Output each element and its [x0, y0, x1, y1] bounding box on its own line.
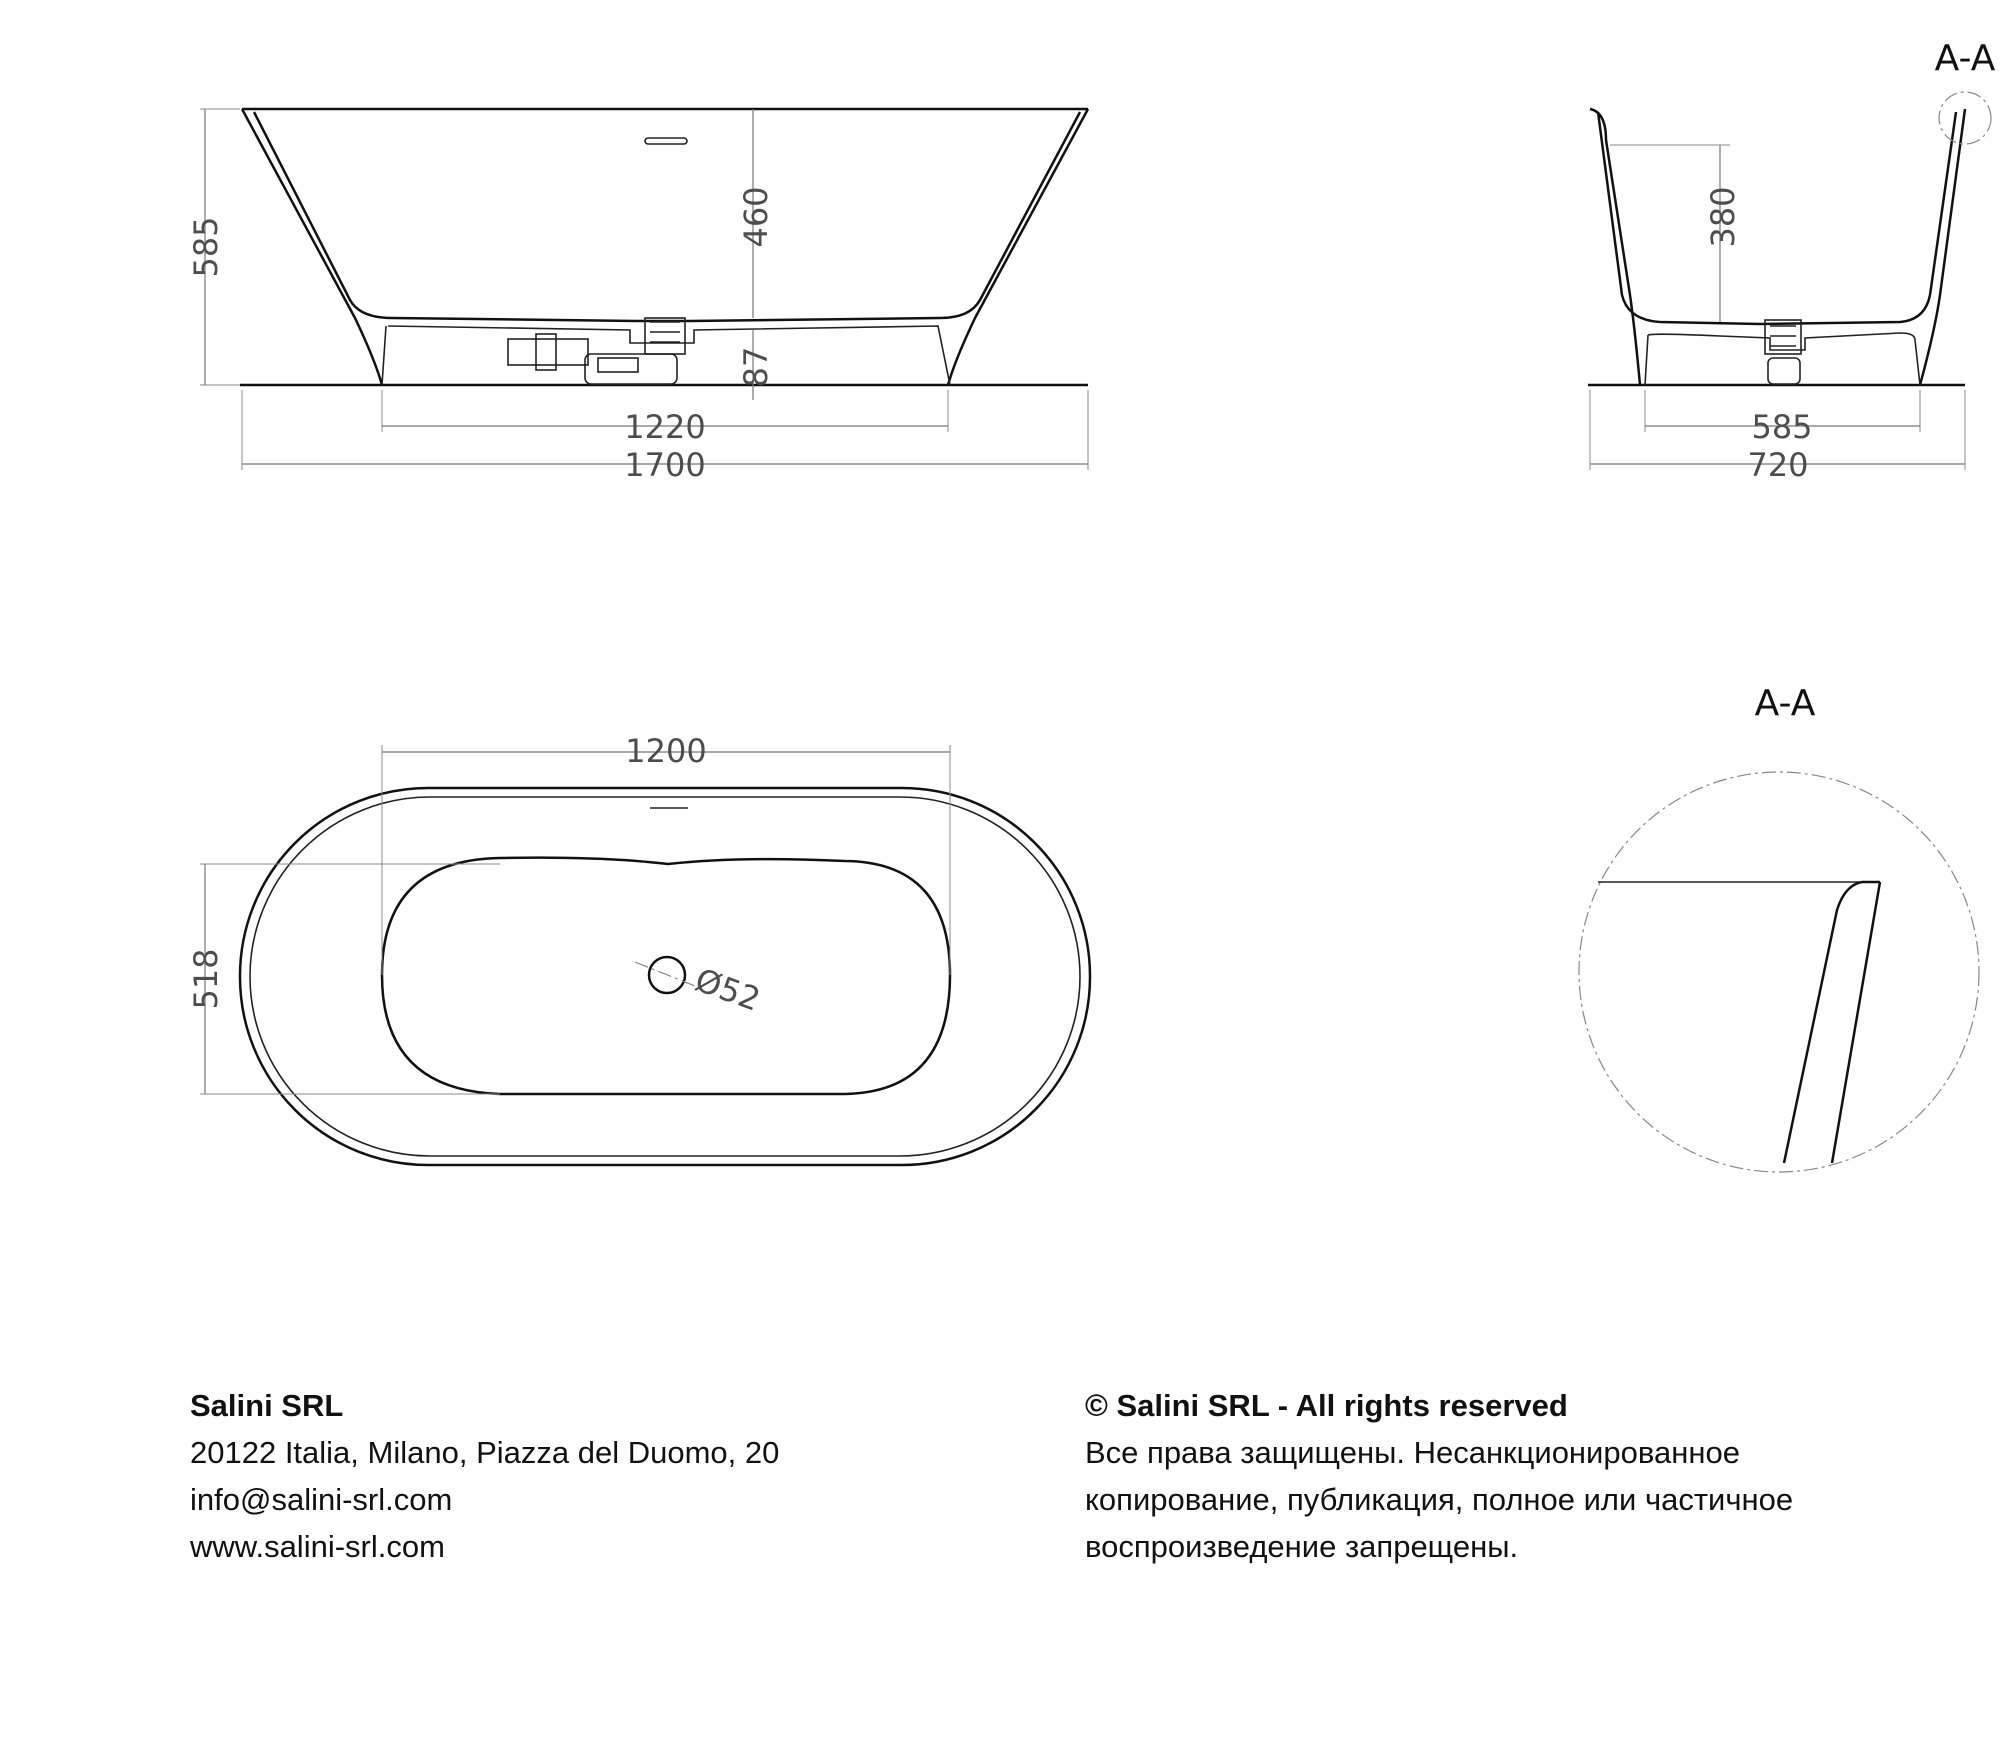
copyright-notice-line-3: воспроизведение запрещены. [1085, 1529, 1519, 1564]
dim-side-overall-length: 1700 [624, 446, 706, 484]
dim-end-base-width: 585 [1751, 408, 1813, 446]
end-outer-shell [1590, 109, 1965, 385]
drain-leader [635, 962, 700, 988]
dim-side-base-width: 1220 [624, 408, 706, 446]
dim-end-inner-depth: 380 [1704, 186, 1742, 248]
company-address: 20122 Italia, Milano, Piazza del Duomo, 20 [190, 1435, 780, 1470]
end-inner-shell [1598, 112, 1956, 324]
end-section-label: A-A [1934, 38, 1996, 79]
dim-side-height: 585 [187, 216, 225, 278]
footer-company-info [190, 1382, 779, 1570]
copyright-notice-line-2: копирование, публикация, полное или частичное [1085, 1482, 1794, 1517]
top-outer-rim [240, 788, 1090, 1165]
overflow-slot [645, 138, 687, 144]
dim-end-overall-width: 720 [1747, 446, 1809, 484]
top-view [187, 732, 1090, 1165]
dim-side-base-height: 87 [737, 346, 775, 388]
dim-top-inner-width: 518 [187, 948, 225, 1010]
dim-side-inner-depth: 460 [737, 186, 775, 248]
end-view [1588, 38, 1996, 484]
top-outer-rim-inner [250, 797, 1080, 1156]
copyright-notice-line-1: Все права защищены. Несанкционированное [1085, 1435, 1740, 1470]
detail-title: A-A [1754, 683, 1816, 724]
end-drain-fitting [1765, 320, 1801, 384]
copyright-line: © Salini SRL - All rights reserved [1085, 1388, 1568, 1423]
dim-top-inner-length: 1200 [625, 732, 707, 770]
detail-wall-profile [1784, 882, 1880, 1163]
detail-circle [1579, 772, 1979, 1172]
company-website[interactable]: www.salini-srl.com [190, 1529, 445, 1564]
side-base [382, 326, 950, 385]
detail-view [1579, 683, 1979, 1172]
company-email[interactable]: info@salini-srl.com [190, 1482, 453, 1517]
top-inner-basin [382, 858, 950, 1094]
footer-copyright [1085, 1382, 1793, 1570]
dim-drain-diameter: Ø52 [690, 960, 766, 1019]
end-base [1645, 333, 1920, 385]
side-view [187, 109, 1088, 484]
company-name: Salini SRL [190, 1388, 344, 1423]
